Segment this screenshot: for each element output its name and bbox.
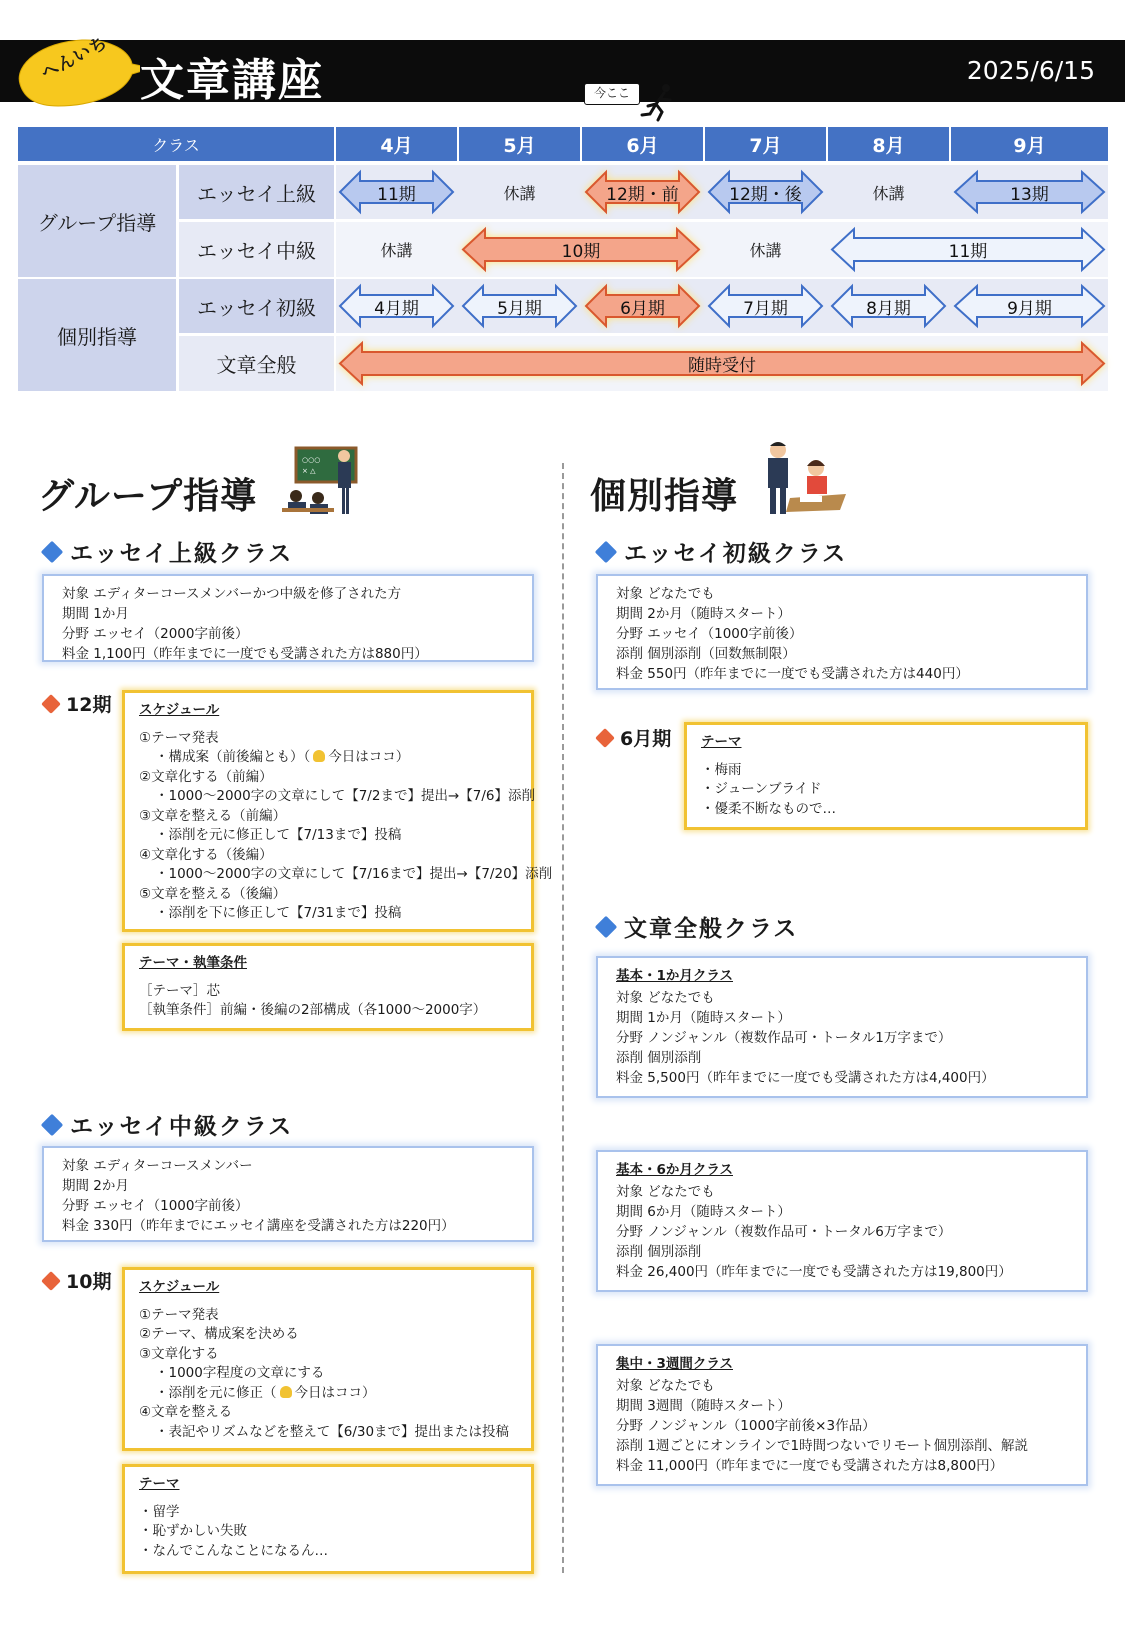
info-line: 料金 26,400円（昨年までに一度でも受講された方は19,800円） xyxy=(616,1264,1012,1280)
month-header-jun: 6月 xyxy=(582,127,703,161)
theme-heading: テーマ xyxy=(139,1476,180,1492)
beginner-term-title: 6月期 xyxy=(594,724,671,751)
month-header-may: 5月 xyxy=(459,127,580,161)
schedule-table xyxy=(18,127,1108,403)
blue-diamond-icon xyxy=(41,540,64,563)
arrow-mid-augsep: 11期 xyxy=(830,226,1106,273)
theme-line: ・梅雨 xyxy=(701,761,742,778)
schedule-line: ・1000字程度の文章にする xyxy=(155,1365,325,1381)
month-header-jul: 7月 xyxy=(705,127,826,161)
arrow-mid-mayjun: 10期 xyxy=(461,226,701,273)
arrow-beg-sep: 9月期 xyxy=(953,283,1106,329)
svg-text:○○○: ○○○ xyxy=(302,456,321,464)
theme-line: ・恥ずかしい失敗 xyxy=(139,1523,247,1539)
info-line: 分野 エッセイ（1000字前後） xyxy=(616,626,803,642)
info-line: 期間 1か月（随時スタート） xyxy=(616,1010,791,1026)
adv-may-text: 休講 xyxy=(503,183,536,203)
info-line: 対象 どなたでも xyxy=(616,586,715,602)
theme-line: ［テーマ］芯 xyxy=(139,982,220,999)
schedule-line: ②文章化する（前編） xyxy=(139,768,273,785)
advanced-info-box xyxy=(42,574,534,662)
classroom-illustration-icon xyxy=(282,446,372,518)
arrow-beg-may: 5月期 xyxy=(461,283,578,329)
group-label-individual: 個別指導 xyxy=(18,279,176,391)
schedule-line: ④文章化する（後編） xyxy=(139,846,273,863)
class-header: クラス xyxy=(18,127,334,161)
blue-diamond-icon xyxy=(41,1113,64,1136)
intermediate-info-box xyxy=(42,1146,534,1242)
schedule-line-now: ・添削を元に修正（ 今日はココ） xyxy=(155,1384,376,1401)
theme-line: ・留学 xyxy=(139,1503,180,1520)
theme-line: ［執筆条件］前編・後編の2部構成（各1000～2000字） xyxy=(139,1002,487,1018)
intermediate-class-title: エッセイ中級クラス xyxy=(38,1108,293,1141)
intermediate-term-title: 10期 xyxy=(40,1267,111,1294)
schedule-line: ・添削を元に修正して【7/13まで】投稿 xyxy=(155,827,402,843)
arrow-beg-jun: 6月期 xyxy=(584,283,701,329)
info-line: 期間 2か月（随時スタート） xyxy=(616,606,791,622)
individual-section-title: 個別指導 xyxy=(590,476,739,517)
row-label-advanced: エッセイ上級 xyxy=(179,165,334,219)
blue-diamond-icon xyxy=(595,915,618,938)
schedule-line: ①テーマ発表 xyxy=(139,1306,219,1323)
arrow-gen-all: 随時受付 xyxy=(338,340,1106,387)
pointing-hand-icon xyxy=(280,1386,292,1398)
row-label-general: 文章全般 xyxy=(179,336,334,391)
info-line: 分野 ノンジャンル（1000字前後×3作品） xyxy=(616,1418,876,1434)
info-line: 料金 1,100円（昨年までに一度でも受講された方は880円） xyxy=(62,646,428,662)
schedule-line: ③文章を整える（前編） xyxy=(139,807,287,824)
info-line: 対象 どなたでも xyxy=(616,1184,715,1200)
arrow-beg-apr: 4月期 xyxy=(338,283,455,329)
beginner-theme-box xyxy=(684,722,1088,830)
plan-title: 集中・3週間クラス xyxy=(616,1356,733,1372)
arrow-adv-jun: 12期・前 xyxy=(584,169,701,215)
group-label-group: グループ指導 xyxy=(18,165,176,277)
orange-diamond-icon xyxy=(41,1271,61,1291)
orange-diamond-icon xyxy=(595,728,615,748)
row-label-beginner: エッセイ初級 xyxy=(179,279,334,333)
running-person-icon xyxy=(640,82,678,122)
schedule-line: ⑤文章を整える（後編） xyxy=(139,885,287,902)
arrow-adv-sep: 13期 xyxy=(953,169,1106,215)
plan-6month-box xyxy=(596,1150,1088,1292)
mid-apr-text: 休講 xyxy=(380,241,413,260)
schedule-line: ・添削を下に修正して【7/31まで】投稿 xyxy=(155,905,402,921)
adv-aug-text: 休講 xyxy=(872,183,905,203)
svg-text:× △: × △ xyxy=(302,467,316,475)
info-line: 料金 550円（昨年までに一度でも受講された方は440円） xyxy=(616,666,969,682)
schedule-line-now: ・構成案（前後編とも）（ 今日はココ） xyxy=(155,749,410,765)
info-line: 料金 11,000円（昨年までに一度でも受講された方は8,800円） xyxy=(616,1458,1004,1474)
info-line: 分野 エッセイ（2000字前後） xyxy=(62,626,249,642)
info-line: 分野 ノンジャンル（複数作品可・トータル1万字まで） xyxy=(616,1030,952,1046)
schedule-line: ・表記やリズムなどを整えて【6/30まで】提出または投稿 xyxy=(155,1423,510,1440)
schedule-line: ③文章化する xyxy=(139,1345,219,1362)
page-title: 文章講座 xyxy=(140,55,324,106)
arrow-adv-apr: 11期 xyxy=(338,169,455,215)
info-line: 期間 3週間（随時スタート） xyxy=(616,1398,791,1414)
info-line: 料金 330円（昨年までにエッセイ講座を受講された方は220円） xyxy=(62,1218,455,1234)
column-divider xyxy=(562,463,564,1573)
advanced-schedule-box xyxy=(122,690,553,932)
row-label-intermediate: エッセイ中級 xyxy=(179,222,334,277)
month-header-sep: 9月 xyxy=(951,127,1108,161)
plan-title: 基本・1か月クラス xyxy=(616,968,733,984)
advanced-class-title: エッセイ上級クラス xyxy=(38,535,293,568)
tutoring-illustration-icon xyxy=(760,440,846,518)
info-line: 対象 どなたでも xyxy=(616,1378,715,1394)
schedule-heading: スケジュール xyxy=(139,1279,220,1295)
general-class-title: 文章全般クラス xyxy=(592,910,798,943)
pointing-hand-icon xyxy=(313,750,325,762)
theme-line: ・優柔不断なもので… xyxy=(701,800,836,817)
plan-title: 基本・6か月クラス xyxy=(616,1162,733,1178)
plan-1month-box xyxy=(596,956,1088,1098)
theme-heading: テーマ・執筆条件 xyxy=(139,955,247,971)
info-line: 対象 エディターコースメンバーかつ中級を修了された方 xyxy=(62,586,402,602)
month-header-aug: 8月 xyxy=(828,127,949,161)
group-section-title: グループ指導 xyxy=(38,476,258,517)
info-line: 期間 2か月 xyxy=(62,1178,129,1194)
page-date: 2025/6/15 xyxy=(966,56,1095,85)
advanced-term-title: 12期 xyxy=(40,690,111,717)
blue-diamond-icon xyxy=(595,540,618,563)
orange-diamond-icon xyxy=(41,694,61,714)
schedule-line: ①テーマ発表 xyxy=(139,729,219,746)
plan-3week-box xyxy=(596,1344,1088,1486)
beginner-class-title: エッセイ初級クラス xyxy=(592,535,847,568)
info-line: 分野 エッセイ（1000字前後） xyxy=(62,1198,249,1214)
info-line: 分野 ノンジャンル（複数作品可・トータル6万字まで） xyxy=(616,1224,952,1240)
theme-line: ・ジューンブライド xyxy=(701,781,822,797)
beginner-info-box xyxy=(596,574,1088,690)
info-line: 期間 6か月（随時スタート） xyxy=(616,1204,791,1220)
info-line: 料金 5,500円（昨年までに一度でも受講された方は4,400円） xyxy=(616,1070,995,1086)
intermediate-theme-box xyxy=(122,1464,534,1574)
intermediate-schedule-box xyxy=(122,1267,534,1451)
now-marker-label: 今ここ xyxy=(584,83,640,105)
arrow-beg-jul: 7月期 xyxy=(707,283,824,329)
advanced-theme-box xyxy=(122,943,534,1031)
info-line: 対象 どなたでも xyxy=(616,990,715,1006)
theme-line: ・なんでこんなことになるん… xyxy=(139,1542,328,1559)
arrow-beg-aug: 8月期 xyxy=(830,283,947,329)
schedule-line: ・1000～2000字の文章にして【7/16まで】提出→【7/20】添削 xyxy=(155,866,553,882)
schedule-heading: スケジュール xyxy=(139,702,220,718)
info-line: 期間 1か月 xyxy=(62,606,129,622)
info-line: 添削 個別添削 xyxy=(616,1244,702,1260)
info-line: 添削 1週ごとにオンラインで1時間つないでリモート個別添削、解説 xyxy=(616,1438,1029,1454)
info-line: 対象 エディターコースメンバー xyxy=(62,1158,253,1174)
schedule-line: ・1000～2000字の文章にして【7/2まで】提出→【7/6】添削 xyxy=(155,788,535,804)
theme-heading: テーマ xyxy=(701,734,742,750)
arrow-adv-jul: 12期・後 xyxy=(707,169,824,215)
schedule-line: ②テーマ、構成案を決める xyxy=(139,1326,299,1342)
badge-text: へんいち xyxy=(38,32,112,85)
schedule-line: ④文章を整える xyxy=(139,1404,233,1420)
info-line: 添削 個別添削（回数無制限） xyxy=(616,646,796,662)
info-line: 添削 個別添削 xyxy=(616,1050,702,1066)
mid-jul-text: 休講 xyxy=(749,241,782,260)
month-header-apr: 4月 xyxy=(336,127,457,161)
